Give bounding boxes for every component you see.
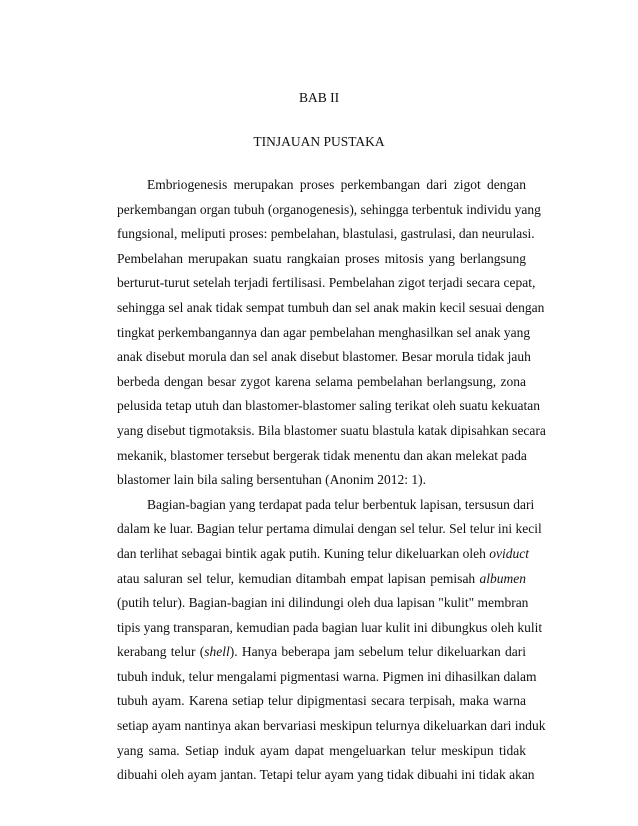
text-line: setiap ayam nantinya akan bervariasi meskipun telurnya dikeluarkan dari induk <box>117 718 546 734</box>
text-line: tubuh induk, telur mengalami pigmentasi warna. Pigmen ini dihasilkan dalam <box>117 668 537 684</box>
text-line <box>117 542 530 567</box>
text-line: dalam ke luar. Bagian telur pertama dimulai dengan sel telur. Sel telur ini kecil <box>117 521 542 537</box>
text-line: perkembangan organ tubuh (organogenesis), sehingga terbentuk individu yang <box>117 201 541 217</box>
paragraph <box>117 173 546 493</box>
text-line: anak disebut morula dan sel anak disebut blastomer. Besar morula tidak jauh <box>117 349 531 365</box>
text-line: Pembelahan merupakan suatu rangkaian proses mitosis yang berlangsung <box>117 250 526 266</box>
text-line: Bagian-bagian yang terdapat pada telur berbentuk lapisan, tersusun dari <box>147 496 535 512</box>
body-text <box>117 173 546 788</box>
text-line: berturut-turut setelah terjadi fertilisasi. Pembelahan zigot terjadi secara cepat, <box>117 275 536 291</box>
text-line: tingkat perkembangannya dan agar pembelahan menghasilkan sel anak yang <box>117 324 531 340</box>
paragraph <box>117 493 546 788</box>
text-fragment: dan terlihat sebagai bintik agak putih. Kuning telur dikeluarkan oleh <box>117 545 490 561</box>
italic-term: shell <box>204 644 230 660</box>
text-fragment: atau saluran sel telur, kemudian ditambah empat lapisan pemisah <box>117 570 480 586</box>
text-line: mekanik, blastomer tersebut bergerak tidak menentu dan akan melekat pada <box>117 447 527 463</box>
text-line: sehingga sel anak tidak sempat tumbuh dan sel anak makin kecil sesuai dengan <box>117 299 545 315</box>
text-line: blastomer lain bila saling bersentuhan (Anonim 2012: 1). <box>117 472 426 488</box>
text-line <box>117 567 526 592</box>
text-line: yang disebut tigmotaksis. Bila blastomer suatu blastula katak dipisahkan secara <box>117 422 546 438</box>
italic-term: oviduct <box>489 545 530 561</box>
text-line: tipis yang transparan, kemudian pada bagian luar kulit ini dibungkus oleh kulit <box>117 619 543 635</box>
text-line: tubuh ayam. Karena setiap telur dipigmentasi secara terpisah, maka warna <box>117 693 526 709</box>
text-line: yang sama. Setiap induk ayam dapat mengeluarkan telur meskipun tidak <box>117 742 526 758</box>
text-line <box>117 640 526 665</box>
chapter-title: TINJAUAN PUSTAKA <box>253 134 385 149</box>
text-line: pelusida tetap utuh dan blastomer-blastomer saling terikat oleh suatu kekuatan <box>117 398 540 414</box>
text-line: fungsional, meliputi proses: pembelahan, blastulasi, gastrulasi, dan neurulasi. <box>117 226 535 242</box>
chapter-label: BAB II <box>298 90 340 105</box>
text-line: Embriogenesis merupakan proses perkembangan dari zigot dengan <box>147 177 526 192</box>
text-line: dibuahi oleh ayam jantan. Tetapi telur ayam yang tidak dibuahi ini tidak akan <box>117 767 535 783</box>
text-line: (putih telur). Bagian-bagian ini dilindungi oleh dua lapisan "kulit" membran <box>117 595 529 611</box>
italic-term: albumen <box>479 570 526 586</box>
text-fragment: kerabang telur ( <box>117 644 205 660</box>
text-line: berbeda dengan besar zygot karena selama pembelahan berlangsung, zona <box>117 373 526 389</box>
text-fragment: ). Hanya beberapa jam sebelum telur dikeluarkan dari <box>229 644 526 660</box>
